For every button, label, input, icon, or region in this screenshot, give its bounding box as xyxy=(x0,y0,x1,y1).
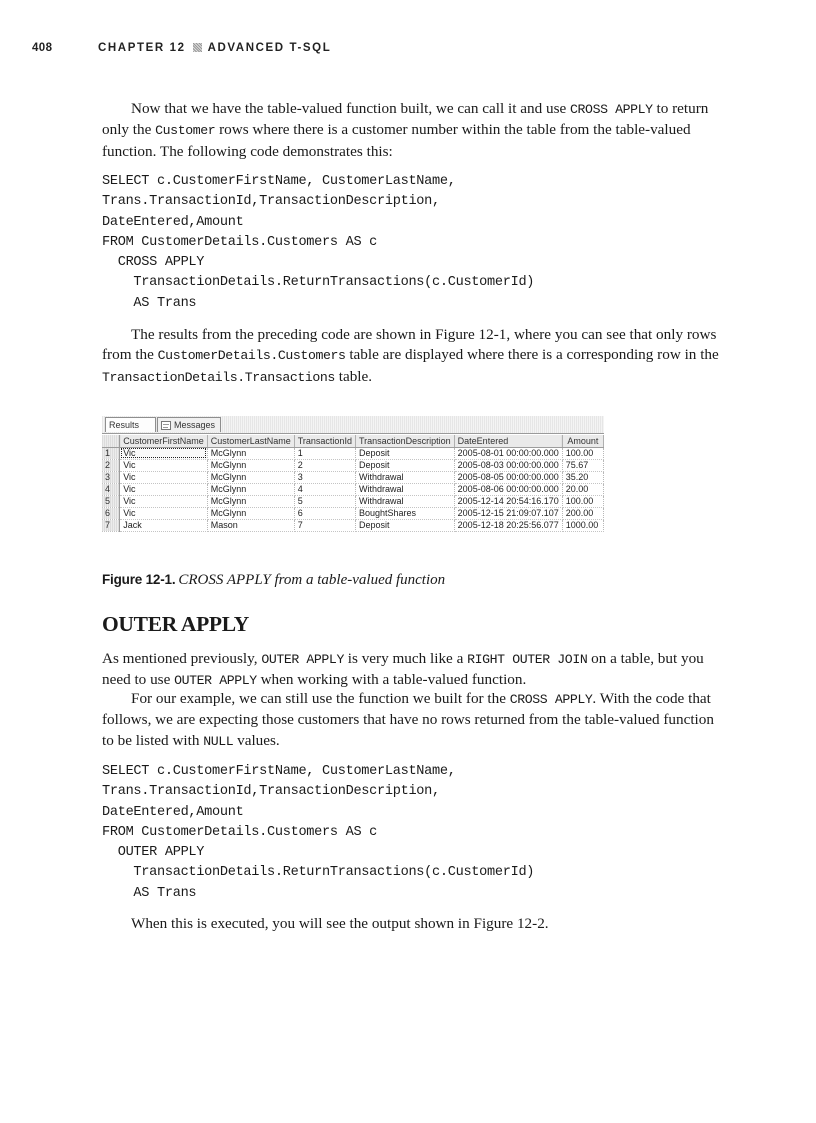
row-number-cell[interactable]: 4 xyxy=(102,483,120,495)
text-run: when working with a table-valued function. xyxy=(256,671,527,689)
grid-cell[interactable]: Vic xyxy=(120,471,208,483)
inline-code: NULL xyxy=(203,733,234,749)
row-number-cell[interactable]: 2 xyxy=(102,459,120,471)
inline-code: OUTER APPLY xyxy=(261,652,344,667)
grid-cell[interactable]: 200.00 xyxy=(562,507,603,519)
results-paragraph xyxy=(102,325,724,388)
grid-cell[interactable]: McGlynn xyxy=(207,483,294,495)
grid-header-row xyxy=(102,435,604,447)
text-run: is very much like a xyxy=(343,650,468,667)
grid-cell[interactable]: 7 xyxy=(294,519,355,531)
text-run: For our example, we can still use the function we built for the xyxy=(131,690,510,707)
tab-messages[interactable] xyxy=(157,417,221,432)
grid-cell[interactable]: Mason xyxy=(207,519,294,531)
text-run: . With the code that follows, we are expecting those customers that have no rows returned from the table-valued function to be listed with xyxy=(102,690,714,749)
row-number-cell[interactable]: 7 xyxy=(102,519,120,531)
text-run: Now that we have the table-valued function built, we can call it and use xyxy=(131,100,571,117)
row-number-cell[interactable]: 6 xyxy=(102,507,120,519)
row-number-cell[interactable]: 5 xyxy=(102,495,120,507)
grid-cell[interactable]: Withdrawal xyxy=(355,495,454,507)
grid-cell[interactable]: 75.67 xyxy=(562,459,603,471)
text-run: The results from the preceding code are shown in Figure 12-1, where you can see that only rows from the xyxy=(102,326,717,364)
grid-cell[interactable]: 3 xyxy=(294,471,355,483)
inline-code: OUTER APPLY xyxy=(174,673,257,689)
inline-code: RIGHT OUTER JOIN xyxy=(467,652,588,667)
column-header[interactable]: CustomerLastName xyxy=(207,435,294,447)
text-run: As mentioned previously, xyxy=(102,650,262,667)
table-row[interactable] xyxy=(102,507,604,519)
row-number-cell[interactable]: 1 xyxy=(102,447,120,459)
results-grid xyxy=(102,435,604,532)
grid-cell[interactable]: 4 xyxy=(294,483,355,495)
grid-cell[interactable]: 1 xyxy=(294,447,355,459)
text-run: table are displayed where there is a corresponding row in the xyxy=(345,346,719,364)
column-header[interactable]: TransactionId xyxy=(294,435,355,447)
column-header[interactable]: Amount xyxy=(562,435,603,447)
tab-results[interactable] xyxy=(105,417,156,432)
tab-results-label: Results xyxy=(109,420,140,430)
section-heading: OUTER APPLY xyxy=(102,612,250,636)
results-tab-bar xyxy=(102,416,604,434)
outer-apply-paragraph-2 xyxy=(102,689,724,752)
grid-cell[interactable]: Vic xyxy=(120,495,208,507)
column-header[interactable]: CustomerFirstName xyxy=(120,435,208,447)
figure-label: Figure 12-1. xyxy=(102,572,176,587)
grid-cell[interactable]: 2005-08-05 00:00:00.000 xyxy=(454,471,562,483)
row-number-cell[interactable]: 3 xyxy=(102,471,120,483)
grid-cell[interactable]: 1000.00 xyxy=(562,519,603,531)
grid-cell[interactable]: BoughtShares xyxy=(355,507,454,519)
text-run: on a table, but you need to use xyxy=(102,650,704,689)
grid-cell[interactable]: 2005-12-14 20:54:16.170 xyxy=(454,495,562,507)
table-row[interactable] xyxy=(102,495,604,507)
table-row[interactable] xyxy=(102,459,604,471)
text-run: to return only the xyxy=(102,100,709,139)
results-grid-figure xyxy=(102,416,604,560)
closing-paragraph: When this is executed, you will see the output shown in Figure 12-2. xyxy=(131,915,549,932)
chapter-title: ADVANCED T-SQL xyxy=(207,42,332,54)
chapter-label: CHAPTER 12 xyxy=(98,42,186,54)
grid-cell[interactable]: 35.20 xyxy=(562,471,603,483)
grid-cell[interactable]: 2005-08-03 00:00:00.000 xyxy=(454,459,562,471)
grid-cell[interactable]: Vic xyxy=(120,507,208,519)
separator-square-icon xyxy=(193,43,202,52)
grid-cell[interactable]: 2005-12-18 20:25:56.077 xyxy=(454,519,562,531)
text-run: table. xyxy=(334,367,373,385)
grid-cell[interactable]: McGlynn xyxy=(207,459,294,471)
inline-code: CustomerDetails.Customers xyxy=(157,348,346,364)
grid-corner-header[interactable] xyxy=(102,435,120,447)
column-header[interactable]: TransactionDescription xyxy=(355,435,454,447)
tab-messages-label: Messages xyxy=(174,420,216,430)
grid-cell[interactable]: McGlynn xyxy=(207,495,294,507)
table-row[interactable] xyxy=(102,447,604,459)
running-head xyxy=(32,42,331,54)
code-block-cross-apply: SELECT c.CustomerFirstName, CustomerLastName, Trans.TransactionId,TransactionDescription, DateEntered,Amount FROM CustomerDetails.Customers AS c CROSS APPLY TransactionDetails.ReturnTransactions(c.CustomerId) AS Trans xyxy=(102,174,535,311)
page-number: 408 xyxy=(32,42,53,54)
grid-cell[interactable]: 100.00 xyxy=(562,447,603,459)
grid-cell[interactable]: Vic xyxy=(120,459,208,471)
table-row[interactable] xyxy=(102,519,604,531)
text-run: values. xyxy=(233,731,280,749)
grid-cell[interactable]: 20.00 xyxy=(562,483,603,495)
grid-cell[interactable]: Withdrawal xyxy=(355,483,454,495)
grid-cell[interactable]: McGlynn xyxy=(207,447,294,459)
grid-cell[interactable]: 2005-08-01 00:00:00.000 xyxy=(454,447,562,459)
grid-cell[interactable]: McGlynn xyxy=(207,507,294,519)
grid-cell[interactable]: Jack xyxy=(120,519,208,531)
inline-code: CROSS APPLY xyxy=(570,102,653,117)
grid-cell[interactable]: 2005-12-15 21:09:07.107 xyxy=(454,507,562,519)
grid-cell[interactable]: Deposit xyxy=(355,519,454,531)
grid-cell[interactable]: Deposit xyxy=(355,447,454,459)
grid-cell[interactable]: 2005-08-06 00:00:00.000 xyxy=(454,483,562,495)
grid-cell[interactable]: Deposit xyxy=(355,459,454,471)
inline-code: Customer xyxy=(155,123,216,139)
grid-body xyxy=(102,447,604,531)
figure-caption-text: CROSS APPLY from a table-valued function xyxy=(178,572,446,588)
figure-caption xyxy=(102,572,445,589)
message-icon xyxy=(161,421,171,430)
grid-cell[interactable]: Vic xyxy=(120,447,208,459)
grid-cell[interactable]: Withdrawal xyxy=(355,471,454,483)
grid-cell[interactable]: McGlynn xyxy=(207,471,294,483)
grid-cell[interactable]: 2 xyxy=(294,459,355,471)
column-header[interactable]: DateEntered xyxy=(454,435,562,447)
text-run: rows where there is a customer number within the table from the table-valued function. The following code demonstrates this: xyxy=(102,121,691,160)
grid-cell[interactable]: 100.00 xyxy=(562,495,603,507)
inline-code: CROSS APPLY xyxy=(509,692,593,707)
code-block-outer-apply: SELECT c.CustomerFirstName, CustomerLastName, Trans.TransactionId,TransactionDescription, DateEntered,Amount FROM CustomerDetails.Customers AS c OUTER APPLY TransactionDetails.ReturnTransactions(c.CustomerId) AS Trans xyxy=(102,764,535,901)
grid-cell[interactable]: 6 xyxy=(294,507,355,519)
grid-cell[interactable]: Vic xyxy=(120,483,208,495)
grid-cell[interactable]: 5 xyxy=(294,495,355,507)
table-row[interactable] xyxy=(102,471,604,483)
intro-paragraph xyxy=(102,99,724,162)
outer-apply-paragraph-1 xyxy=(102,649,724,692)
inline-code: TransactionDetails.Transactions xyxy=(102,369,335,385)
table-row[interactable] xyxy=(102,483,604,495)
